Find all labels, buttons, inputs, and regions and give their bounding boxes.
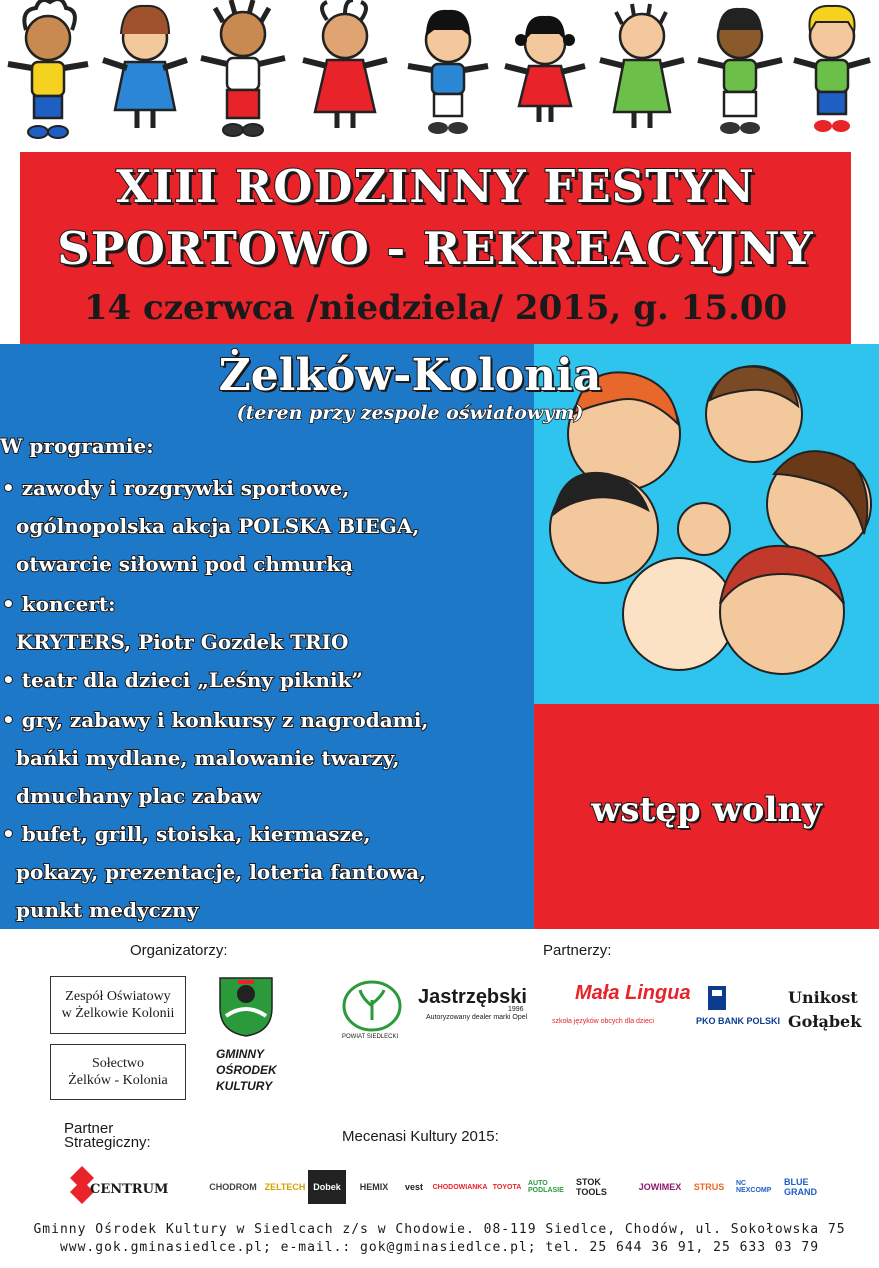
gok-logo	[216, 1046, 277, 1094]
strategic-label-line1: Partner	[64, 1120, 114, 1137]
centrum-logo-text: CENTRUM	[90, 1182, 169, 1197]
patrons-label: Mecenasi Kultury 2015:	[342, 1128, 499, 1145]
powiat-logo-text: POWIAT SIEDLECKI	[342, 1034, 399, 1040]
list-item: • koncert:	[2, 592, 116, 616]
organizer-box-school	[50, 976, 186, 1034]
title-banner	[20, 152, 851, 344]
patron-logo: HEMIX	[359, 1182, 389, 1192]
coat-of-arms-icon	[218, 976, 274, 1038]
list-item: pokazy, prezentacje, loteria fantowa,	[16, 860, 427, 884]
gok-logo-line1: GMINNY	[216, 1047, 264, 1061]
organizer-village-line1: Sołectwo	[91, 1056, 145, 1071]
jastrzebski-subtitle: Autoryzowany dealer marki Opel	[426, 1014, 528, 1021]
location-name: Żelków-Kolonia	[218, 350, 602, 401]
organizer-school-line1: Zespół Oświatowy	[65, 989, 171, 1004]
list-item: • zawody i rozgrywki sportowe,	[2, 476, 350, 500]
powiat-logo-icon	[342, 980, 402, 1032]
list-item: • teatr dla dzieci „Leśny piknik”	[2, 668, 363, 692]
entry-free-text: wstęp wolny	[591, 790, 822, 830]
list-item: ogólnopolska akcja POLSKA BIEGA,	[16, 514, 420, 538]
unikost-line2: Gołąbek	[788, 1012, 862, 1031]
pko-logo-icon	[706, 984, 728, 1012]
list-item: • gry, zabawy i konkursy z nagrodami,	[2, 708, 429, 732]
strategic-label-line2: Strategiczny:	[64, 1134, 151, 1151]
cartoon-kids-icon	[0, 0, 879, 150]
patron-logo: JOWIMEX	[638, 1182, 682, 1192]
patron-logo: BLUE GRAND	[784, 1177, 817, 1197]
pko-logo-text: PKO BANK POLSKI	[696, 1016, 781, 1026]
patron-logo: STRUS	[693, 1182, 725, 1192]
list-item: otwarcie siłowni pod chmurką	[16, 552, 354, 576]
patron-logo: STOK TOOLS	[576, 1177, 607, 1197]
list-item: dmuchany plac zabaw	[16, 784, 261, 808]
strategic-partner-label	[64, 1122, 151, 1150]
list-item: KRYTERS, Piotr Gozdek TRIO	[16, 630, 349, 654]
program-heading: W programie:	[0, 434, 154, 458]
mala-lingua-logo: Mała Lingua	[575, 982, 691, 1004]
partners-label: Partnerzy:	[543, 942, 612, 959]
organizer-village-line2: Żelków - Kolonia	[68, 1073, 168, 1088]
patron-logo: CHODROM	[209, 1182, 257, 1192]
organizers-label: Organizatorzy:	[130, 942, 228, 959]
jastrzebski-year: 1996	[508, 1006, 524, 1013]
unikost-logo	[788, 986, 861, 1034]
patron-logo: CHODOWIANKA	[432, 1183, 488, 1191]
kids-illustration-row	[0, 0, 879, 150]
organizer-school-line2: w Żelkowie Kolonii	[61, 1006, 175, 1021]
patron-logo: AUTO PODLASIE	[528, 1180, 564, 1194]
patron-logo: NC NEXCOMP	[736, 1180, 772, 1194]
location-detail: (teren przy zespole oświatowym)	[236, 402, 584, 424]
organizer-box-village	[50, 1044, 186, 1100]
unikost-line1: Unikost	[788, 988, 858, 1007]
event-title-line1: XIII RODZINNY FESTYN	[116, 160, 755, 213]
list-item: • bufet, grill, stoiska, kiermasze,	[2, 822, 371, 846]
event-date: 14 czerwca /niedziela/ 2015, g. 15.00	[83, 288, 788, 328]
mala-lingua-subtitle: szkoła języków obcych dla dzieci	[552, 1018, 654, 1025]
list-item: punkt medyczny	[16, 898, 199, 922]
jastrzebski-logo: Jastrzębski	[418, 986, 527, 1008]
gok-logo-line3: KULTURY	[216, 1079, 273, 1093]
footer-address: Gminny Ośrodek Kultury w Siedlcach z/s w Chodowie. 08-119 Siedlce, Chodów, ul. Sokołowska 75	[33, 1222, 846, 1237]
footer-contact: www.gok.gminasiedlce.pl; e-mail.: gok@gminasiedlce.pl; tel. 25 644 36 91, 25 633 03 79	[59, 1240, 820, 1255]
list-item: bańki mydlane, malowanie twarzy,	[16, 746, 400, 770]
patron-logo: ZELTECH	[264, 1182, 306, 1192]
patron-logo: vest	[404, 1182, 423, 1192]
gok-logo-line2: OŚRODEK	[216, 1063, 277, 1077]
patron-logo: Dobek	[308, 1170, 346, 1204]
event-title-line2: SPORTOWO - REKREACYJNY	[57, 222, 814, 275]
patron-logo: TOYOTA	[492, 1183, 522, 1191]
